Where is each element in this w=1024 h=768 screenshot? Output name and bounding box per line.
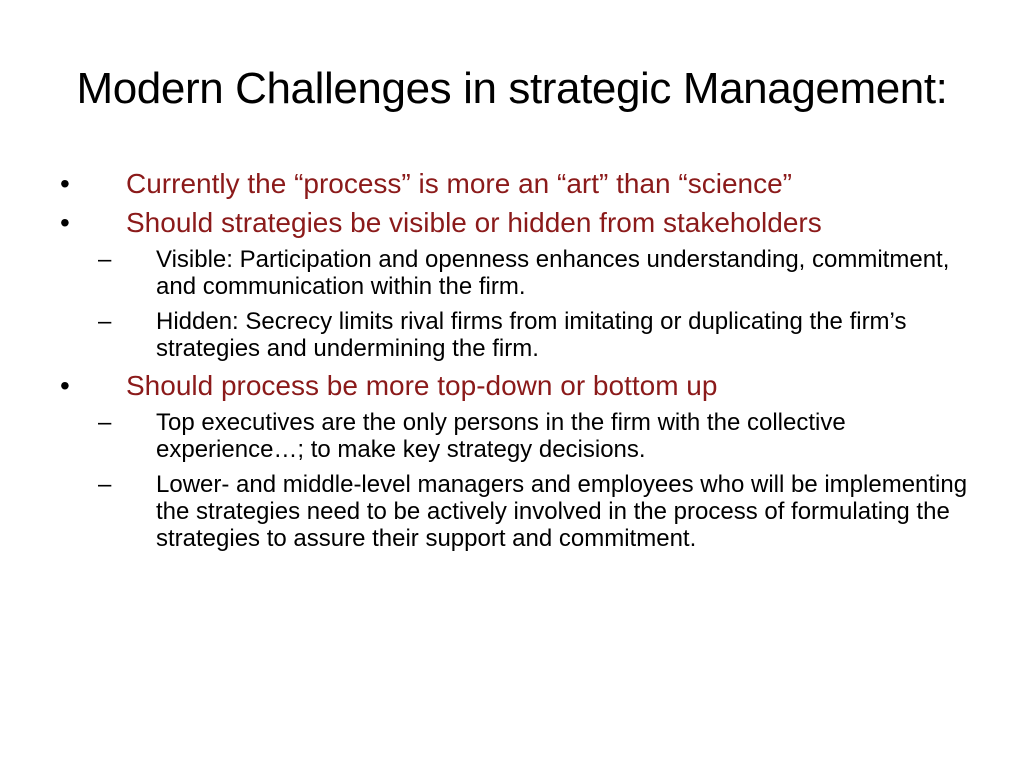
sub-bullet-text: Top executives are the only persons in the firm with the collective experience…; to make key strategy decisions.	[156, 409, 846, 463]
bullet-item	[60, 370, 990, 402]
sub-bullet-item	[60, 308, 990, 362]
bullet-icon: •	[60, 370, 70, 401]
sub-bullet-item	[60, 409, 990, 463]
sub-bullet-item	[60, 246, 990, 300]
slide-body	[60, 168, 990, 560]
sub-bullet-text: Hidden: Secrecy limits rival firms from imitating or duplicating the firm’s strategies and undermining the firm.	[156, 308, 907, 362]
sub-bullet-item	[60, 471, 990, 552]
dash-icon: –	[98, 308, 112, 335]
bullet-icon: •	[60, 207, 70, 238]
bullet-icon: •	[60, 168, 70, 199]
slide-title: Modern Challenges in strategic Management:	[76, 64, 948, 113]
bullet-item	[60, 207, 990, 239]
dash-icon: –	[98, 246, 112, 273]
bullet-text: Currently the “process” is more an “art” than “science”	[126, 168, 792, 199]
bullet-text: Should process be more top-down or bottom up	[126, 370, 718, 401]
bullet-text: Should strategies be visible or hidden from stakeholders	[126, 207, 822, 238]
bullet-item	[60, 168, 990, 200]
sub-bullet-text: Lower- and middle-level managers and employees who will be implementing the strategies need to be actively involved in the process of formulating the strategies to assure their support and commitment.	[156, 471, 968, 552]
dash-icon: –	[98, 471, 112, 498]
dash-icon: –	[98, 409, 112, 436]
sub-bullet-text: Visible: Participation and openness enhances understanding, commitment, and communication within the firm.	[156, 246, 950, 300]
